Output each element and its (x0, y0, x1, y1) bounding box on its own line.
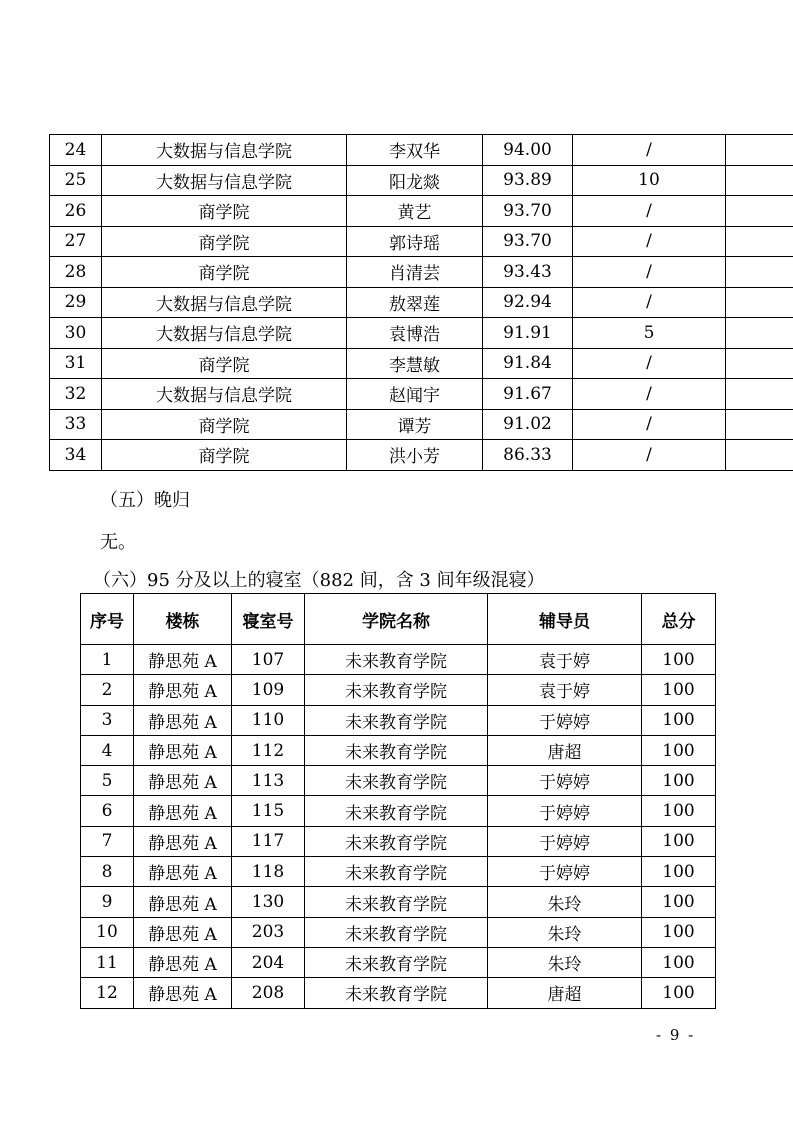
header-room-number: 寝室号 (232, 594, 305, 645)
value-cell: / (573, 287, 726, 318)
room-number-cell: 130 (232, 887, 305, 917)
table-row (50, 135, 793, 166)
header-counselor: 辅导员 (488, 594, 642, 645)
college-name-cell: 未来教育学院 (305, 978, 488, 1008)
table-row (81, 978, 716, 1008)
college-cell: 大数据与信息学院 (102, 165, 347, 196)
index-cell: 6 (81, 796, 134, 826)
score-cell: 86.33 (483, 440, 573, 471)
value-cell: / (573, 196, 726, 227)
value-cell: / (573, 226, 726, 257)
table-row (81, 735, 716, 765)
rank-cell: 28 (50, 257, 102, 288)
total-score-cell: 100 (642, 826, 716, 856)
index-cell: 2 (81, 675, 134, 705)
index-cell: 11 (81, 947, 134, 977)
total-score-cell: 100 (642, 675, 716, 705)
table-row (50, 348, 793, 379)
college-name-cell: 未来教育学院 (305, 675, 488, 705)
table-row (81, 796, 716, 826)
college-cell: 商学院 (102, 196, 347, 227)
building-cell: 静思苑 A (134, 735, 232, 765)
index-cell: 4 (81, 735, 134, 765)
total-score-cell: 100 (642, 645, 716, 675)
college-cell: 商学院 (102, 257, 347, 288)
total-score-cell: 100 (642, 887, 716, 917)
total-score-cell: 100 (642, 978, 716, 1008)
counselor-cell: 朱玲 (488, 947, 642, 977)
table-row (81, 857, 716, 887)
total-score-cell: 100 (642, 917, 716, 947)
student-name-cell: 郭诗瑶 (347, 226, 483, 257)
remark-cell (726, 318, 793, 349)
building-cell: 静思苑 A (134, 645, 232, 675)
table-row (50, 287, 793, 318)
remark-cell (726, 135, 793, 166)
remark-cell (726, 379, 793, 410)
student-name-cell: 袁博浩 (347, 318, 483, 349)
room-number-cell: 113 (232, 766, 305, 796)
table-row (81, 887, 716, 917)
remark-cell (726, 409, 793, 440)
score-cell: 92.94 (483, 287, 573, 318)
header-index: 序号 (81, 594, 134, 645)
remark-cell (726, 257, 793, 288)
index-cell: 9 (81, 887, 134, 917)
counselor-cell: 于婷婷 (488, 826, 642, 856)
building-cell: 静思苑 A (134, 887, 232, 917)
rank-cell: 31 (50, 348, 102, 379)
rank-cell: 33 (50, 409, 102, 440)
index-cell: 3 (81, 705, 134, 735)
total-score-cell: 100 (642, 857, 716, 887)
rank-cell: 30 (50, 318, 102, 349)
college-cell: 商学院 (102, 409, 347, 440)
header-college-name: 学院名称 (305, 594, 488, 645)
value-cell: / (573, 348, 726, 379)
total-score-cell: 100 (642, 735, 716, 765)
index-cell: 1 (81, 645, 134, 675)
header-total-score: 总分 (642, 594, 716, 645)
rank-cell: 26 (50, 196, 102, 227)
room-number-cell: 112 (232, 735, 305, 765)
student-name-cell: 阳龙燚 (347, 165, 483, 196)
remark-cell (726, 348, 793, 379)
table-row (81, 947, 716, 977)
table-row (50, 318, 793, 349)
student-name-cell: 洪小芳 (347, 440, 483, 471)
index-cell: 12 (81, 978, 134, 1008)
dormitory-score-table (80, 593, 716, 1009)
rank-cell: 29 (50, 287, 102, 318)
remark-cell (726, 440, 793, 471)
counselor-cell: 朱玲 (488, 917, 642, 947)
index-cell: 5 (81, 766, 134, 796)
rank-cell: 25 (50, 165, 102, 196)
counselor-cell: 唐超 (488, 978, 642, 1008)
college-cell: 商学院 (102, 440, 347, 471)
room-number-cell: 110 (232, 705, 305, 735)
table-header-row (81, 594, 716, 645)
building-cell: 静思苑 A (134, 766, 232, 796)
table-row (50, 440, 793, 471)
section-5-content: 无。 (100, 532, 136, 553)
counselor-cell: 于婷婷 (488, 796, 642, 826)
college-name-cell: 未来教育学院 (305, 705, 488, 735)
rank-cell: 24 (50, 135, 102, 166)
building-cell: 静思苑 A (134, 796, 232, 826)
room-number-cell: 118 (232, 857, 305, 887)
counselor-cell: 于婷婷 (488, 766, 642, 796)
college-name-cell: 未来教育学院 (305, 857, 488, 887)
table-row (81, 766, 716, 796)
total-score-cell: 100 (642, 766, 716, 796)
section-6-heading: （六）95 分及以上的寝室（882 间，含 3 间年级混寝） (93, 570, 545, 591)
table-row (81, 826, 716, 856)
table-row (81, 705, 716, 735)
score-cell: 91.67 (483, 379, 573, 410)
index-cell: 10 (81, 917, 134, 947)
college-cell: 大数据与信息学院 (102, 379, 347, 410)
counselor-cell: 袁于婷 (488, 645, 642, 675)
table-row (81, 645, 716, 675)
table-row (50, 379, 793, 410)
value-cell: 10 (573, 165, 726, 196)
room-number-cell: 109 (232, 675, 305, 705)
table-row (81, 917, 716, 947)
room-number-cell: 115 (232, 796, 305, 826)
counselor-cell: 唐超 (488, 735, 642, 765)
index-cell: 8 (81, 857, 134, 887)
total-score-cell: 100 (642, 947, 716, 977)
table-row (50, 257, 793, 288)
room-number-cell: 208 (232, 978, 305, 1008)
college-cell: 商学院 (102, 226, 347, 257)
score-cell: 93.70 (483, 226, 573, 257)
student-name-cell: 肖清芸 (347, 257, 483, 288)
college-name-cell: 未来教育学院 (305, 645, 488, 675)
college-cell: 大数据与信息学院 (102, 318, 347, 349)
score-cell: 93.89 (483, 165, 573, 196)
college-name-cell: 未来教育学院 (305, 796, 488, 826)
student-name-cell: 李双华 (347, 135, 483, 166)
counselor-cell: 朱玲 (488, 887, 642, 917)
remark-cell (726, 196, 793, 227)
score-cell: 91.84 (483, 348, 573, 379)
college-name-cell: 未来教育学院 (305, 826, 488, 856)
room-number-cell: 117 (232, 826, 305, 856)
student-name-cell: 黄艺 (347, 196, 483, 227)
building-cell: 静思苑 A (134, 857, 232, 887)
counselor-cell: 于婷婷 (488, 705, 642, 735)
value-cell: 5 (573, 318, 726, 349)
total-score-cell: 100 (642, 796, 716, 826)
value-cell: / (573, 257, 726, 288)
student-name-cell: 敖翠莲 (347, 287, 483, 318)
college-name-cell: 未来教育学院 (305, 766, 488, 796)
counselor-cell: 袁于婷 (488, 675, 642, 705)
building-cell: 静思苑 A (134, 826, 232, 856)
student-name-cell: 李慧敏 (347, 348, 483, 379)
counselor-cell: 于婷婷 (488, 857, 642, 887)
score-cell: 91.02 (483, 409, 573, 440)
remark-cell (726, 165, 793, 196)
college-cell: 商学院 (102, 348, 347, 379)
value-cell: / (573, 135, 726, 166)
student-score-table (49, 134, 793, 471)
college-name-cell: 未来教育学院 (305, 735, 488, 765)
table-row (50, 196, 793, 227)
building-cell: 静思苑 A (134, 675, 232, 705)
college-name-cell: 未来教育学院 (305, 947, 488, 977)
building-cell: 静思苑 A (134, 705, 232, 735)
rank-cell: 27 (50, 226, 102, 257)
rank-cell: 34 (50, 440, 102, 471)
section-5-heading: （五）晚归 (100, 490, 190, 511)
student-name-cell: 赵闻宇 (347, 379, 483, 410)
college-cell: 大数据与信息学院 (102, 287, 347, 318)
page-number: - 9 - (656, 1026, 696, 1044)
header-building: 楼栋 (134, 594, 232, 645)
building-cell: 静思苑 A (134, 947, 232, 977)
table-row (50, 409, 793, 440)
room-number-cell: 203 (232, 917, 305, 947)
score-cell: 93.70 (483, 196, 573, 227)
room-number-cell: 107 (232, 645, 305, 675)
college-name-cell: 未来教育学院 (305, 887, 488, 917)
college-name-cell: 未来教育学院 (305, 917, 488, 947)
building-cell: 静思苑 A (134, 978, 232, 1008)
table-row (50, 226, 793, 257)
college-cell: 大数据与信息学院 (102, 135, 347, 166)
remark-cell (726, 226, 793, 257)
index-cell: 7 (81, 826, 134, 856)
value-cell: / (573, 440, 726, 471)
remark-cell (726, 287, 793, 318)
room-number-cell: 204 (232, 947, 305, 977)
score-cell: 91.91 (483, 318, 573, 349)
table-row (50, 165, 793, 196)
score-cell: 94.00 (483, 135, 573, 166)
score-cell: 93.43 (483, 257, 573, 288)
value-cell: / (573, 379, 726, 410)
table-row (81, 675, 716, 705)
rank-cell: 32 (50, 379, 102, 410)
building-cell: 静思苑 A (134, 917, 232, 947)
value-cell: / (573, 409, 726, 440)
student-name-cell: 谭芳 (347, 409, 483, 440)
total-score-cell: 100 (642, 705, 716, 735)
